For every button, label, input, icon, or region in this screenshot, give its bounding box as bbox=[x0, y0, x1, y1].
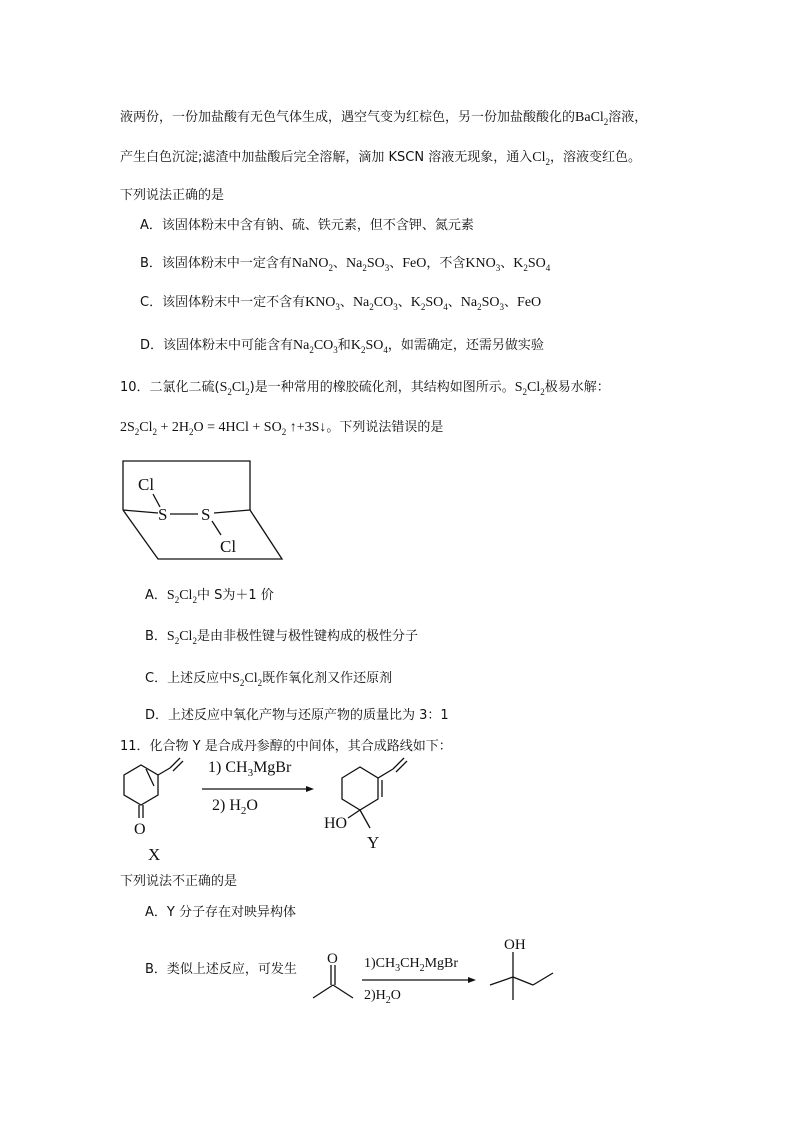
reagent-step1: 1) $CH_3MgBr$ bbox=[208, 759, 292, 779]
y-hydroxyl-bond bbox=[348, 810, 360, 818]
product-bond-1 bbox=[490, 977, 513, 985]
synthesis-scheme bbox=[110, 758, 450, 868]
q10-option-b: B．$S_2Cl_2$是由非极性键与极性键构成的极性分子 bbox=[145, 629, 418, 646]
bond-s-cl bbox=[212, 521, 221, 535]
q11-line1: 11．化合物 Y 是合成丹参醇的中间体，其合成路线如下： bbox=[120, 739, 452, 754]
y-vinyl-2b bbox=[396, 761, 407, 772]
acetone-bond-right bbox=[333, 985, 353, 998]
bond-frame-s-right bbox=[214, 510, 250, 513]
cl2-formula: $Cl_2$ bbox=[532, 150, 551, 167]
grignard-example-scheme bbox=[308, 935, 568, 1010]
reagent-step2: 2) $H_2O$ bbox=[212, 797, 258, 817]
atom-s-left: S bbox=[158, 505, 168, 524]
acetone-oxygen: O bbox=[327, 951, 338, 967]
y-vinyl-2 bbox=[393, 758, 404, 769]
bacl2-formula: BaCl$_2$ bbox=[575, 110, 609, 127]
y-label: Y bbox=[367, 833, 380, 852]
reagent-r2: $2)H_2O$ bbox=[364, 988, 401, 1006]
q11-option-a: A．Y 分子存在对映异构体 bbox=[145, 905, 296, 920]
bond-frame-s-left bbox=[123, 510, 158, 513]
q9-option-d: D．该固体粉末中可能含有$Na_2CO_3$和$K_2SO_4$，如需确定，还需另做实验 bbox=[140, 338, 544, 355]
q9-stem: 下列说法正确的是 bbox=[120, 188, 225, 203]
product-bond-3 bbox=[513, 977, 533, 985]
q10-equation: $2S_2Cl_2 + 2H_2O = 4HCl + SO_2$ ↑+3S↓。下列说法错误的是 bbox=[120, 420, 444, 437]
product-hydroxyl: OH bbox=[504, 937, 526, 953]
acetone-bond-left bbox=[313, 985, 333, 998]
reaction-arrow-head bbox=[306, 786, 314, 792]
x-oxygen: O bbox=[134, 821, 146, 838]
q10-line1: 10．二氯化二硫$(S_2Cl_2)$是一种常用的橡胶硫化剂，其结构如图所示。$S_2Cl_2$极易水解： bbox=[120, 380, 610, 397]
s2cl2-structure-diagram bbox=[118, 455, 288, 565]
q10-option-d: D．上述反应中氧化产物与还原产物的质量比为 3：1 bbox=[145, 708, 449, 723]
y-methyl bbox=[360, 810, 370, 828]
atom-cl-top: Cl bbox=[138, 475, 155, 494]
y-hydroxyl: HO bbox=[324, 815, 348, 832]
q9-line2: 产生白色沉淀;滤渣中加盐酸后完全溶解，滴加 KSCN 溶液无现象，通入$Cl_2$，溶液变红色。 bbox=[120, 150, 642, 167]
y-ring bbox=[342, 767, 378, 810]
q10-option-c: C．上述反应中$S_2Cl_2$既作氧化剂又作还原剂 bbox=[145, 671, 393, 688]
x-vinyl-2 bbox=[170, 758, 180, 768]
q9-option-c: C．该固体粉末中一定不含有$KNO_3$、$Na_2CO_3$、$K_2SO_4$、$Na_2SO_3$、FeO bbox=[140, 295, 542, 312]
q10-option-a: A．$S_2Cl_2$中 S为＋1 价 bbox=[145, 588, 274, 605]
q11-option-b: B．类似上述反应，可发生 bbox=[145, 962, 297, 977]
product-bond-4 bbox=[533, 973, 553, 985]
q11-stem: 下列说法不正确的是 bbox=[120, 874, 238, 889]
x-vinyl-2b bbox=[173, 761, 183, 771]
q9-line1: 液两份，一份加盐酸有无色气体生成，遇空气变为红棕色，另一份加盐酸酸化的BaCl$_2$溶液， bbox=[120, 110, 648, 127]
x-vinyl-1 bbox=[158, 768, 170, 775]
atom-s-right: S bbox=[201, 505, 211, 524]
q9-option-a: A．该固体粉末中含有钠、硫、铁元素，但不含钾、氮元素 bbox=[140, 218, 474, 233]
reaction-arrow-2-head bbox=[468, 977, 476, 983]
reagent-r1: $1)CH_3CH_2MgBr$ bbox=[364, 956, 459, 974]
y-vinyl-1 bbox=[378, 769, 393, 778]
q9-option-b: B．该固体粉末中一定含有NaNO$_2$、$Na_2SO_3$、FeO，不含$KNO_3$、$K_2SO_4$ bbox=[140, 256, 551, 273]
atom-cl-bottom: Cl bbox=[220, 537, 237, 556]
x-label: X bbox=[148, 845, 161, 864]
